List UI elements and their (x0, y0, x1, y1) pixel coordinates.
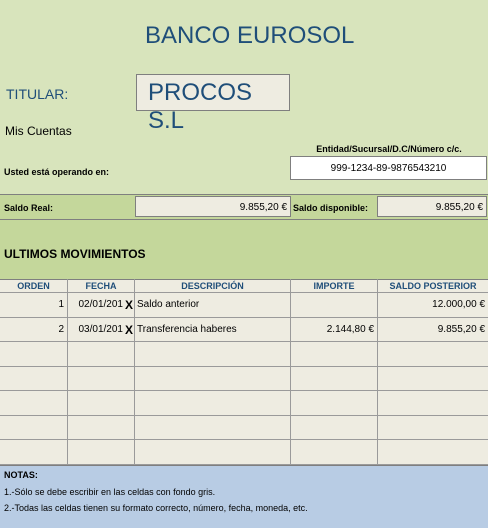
note-line-1: 1.-Sólo se debe escribir en las celdas con fondo gris. (4, 487, 216, 497)
cell-fecha[interactable] (68, 342, 135, 367)
cell-saldo[interactable]: 12.000,00 € (378, 293, 488, 318)
cell-fecha[interactable] (68, 416, 135, 441)
cell-importe[interactable]: 2.144,80 € (291, 318, 378, 343)
account-header: Entidad/Sucursal/D.C/Número c/c. (316, 144, 462, 154)
cell-descripcion[interactable] (135, 391, 291, 416)
section-label: Mis Cuentas (5, 124, 72, 138)
overflow-mark: X (125, 298, 134, 312)
table-row (0, 440, 488, 465)
titular-value[interactable]: PROCOS S.L (136, 74, 290, 111)
col-descripcion-header: DESCRIPCIÓN (135, 279, 291, 293)
cell-orden[interactable] (0, 440, 68, 465)
cell-saldo[interactable] (378, 416, 488, 441)
bank-title: BANCO EUROSOL (145, 22, 355, 49)
col-importe-header: IMPORTE (291, 279, 378, 293)
cell-fecha[interactable] (68, 391, 135, 416)
table-body (0, 293, 488, 465)
cell-orden[interactable] (0, 416, 68, 441)
cell-fecha[interactable]: 03/01/201 (68, 318, 135, 343)
note-line-2: 2.-Todas las celdas tienen su formato correcto, número, fecha, moneda, etc. (4, 503, 308, 513)
col-fecha-header: FECHA (68, 279, 135, 293)
notes-title: NOTAS: (4, 470, 38, 480)
cell-orden[interactable]: 2 (0, 318, 68, 343)
saldo-real-value[interactable]: 9.855,20 € (135, 196, 291, 217)
saldo-disponible-label: Saldo disponible: (293, 203, 369, 213)
cell-orden[interactable]: 1 (0, 293, 68, 318)
cell-importe[interactable] (291, 416, 378, 441)
cell-descripcion[interactable] (135, 440, 291, 465)
cell-saldo[interactable] (378, 391, 488, 416)
cell-importe[interactable] (291, 367, 378, 392)
cell-descripcion[interactable] (135, 342, 291, 367)
table-row (0, 416, 488, 441)
table-row (0, 318, 488, 343)
cell-descripcion[interactable]: Saldo anterior (135, 293, 291, 318)
saldo-disponible-value[interactable]: 9.855,20 € (377, 196, 487, 217)
table-row (0, 342, 488, 367)
cell-fecha[interactable] (68, 367, 135, 392)
cell-descripcion[interactable]: Transferencia haberes (135, 318, 291, 343)
cell-saldo[interactable] (378, 367, 488, 392)
movements-title: ULTIMOS MOVIMIENTOS (4, 247, 146, 261)
table-row (0, 391, 488, 416)
cell-fecha[interactable] (68, 440, 135, 465)
col-saldo-header: SALDO POSTERIOR (378, 279, 488, 293)
cell-descripcion[interactable] (135, 416, 291, 441)
cell-importe[interactable] (291, 342, 378, 367)
overflow-mark: X (125, 322, 134, 337)
table-row (0, 293, 488, 318)
cell-saldo[interactable] (378, 440, 488, 465)
cell-saldo[interactable] (378, 342, 488, 367)
cell-importe[interactable] (291, 391, 378, 416)
saldo-real-label: Saldo Real: (4, 203, 54, 213)
cell-importe[interactable] (291, 293, 378, 318)
table-row (0, 367, 488, 392)
cell-fecha[interactable]: 02/01/201 (68, 293, 135, 318)
cell-orden[interactable] (0, 342, 68, 367)
cell-importe[interactable] (291, 440, 378, 465)
cell-saldo[interactable]: 9.855,20 € (378, 318, 488, 343)
account-number[interactable]: 999-1234-89-9876543210 (290, 156, 487, 180)
operating-label: Usted está operando en: (4, 167, 110, 177)
cell-orden[interactable] (0, 367, 68, 392)
cell-orden[interactable] (0, 391, 68, 416)
titular-label: TITULAR: (6, 86, 69, 102)
cell-descripcion[interactable] (135, 367, 291, 392)
col-orden-header: ORDEN (0, 279, 68, 293)
